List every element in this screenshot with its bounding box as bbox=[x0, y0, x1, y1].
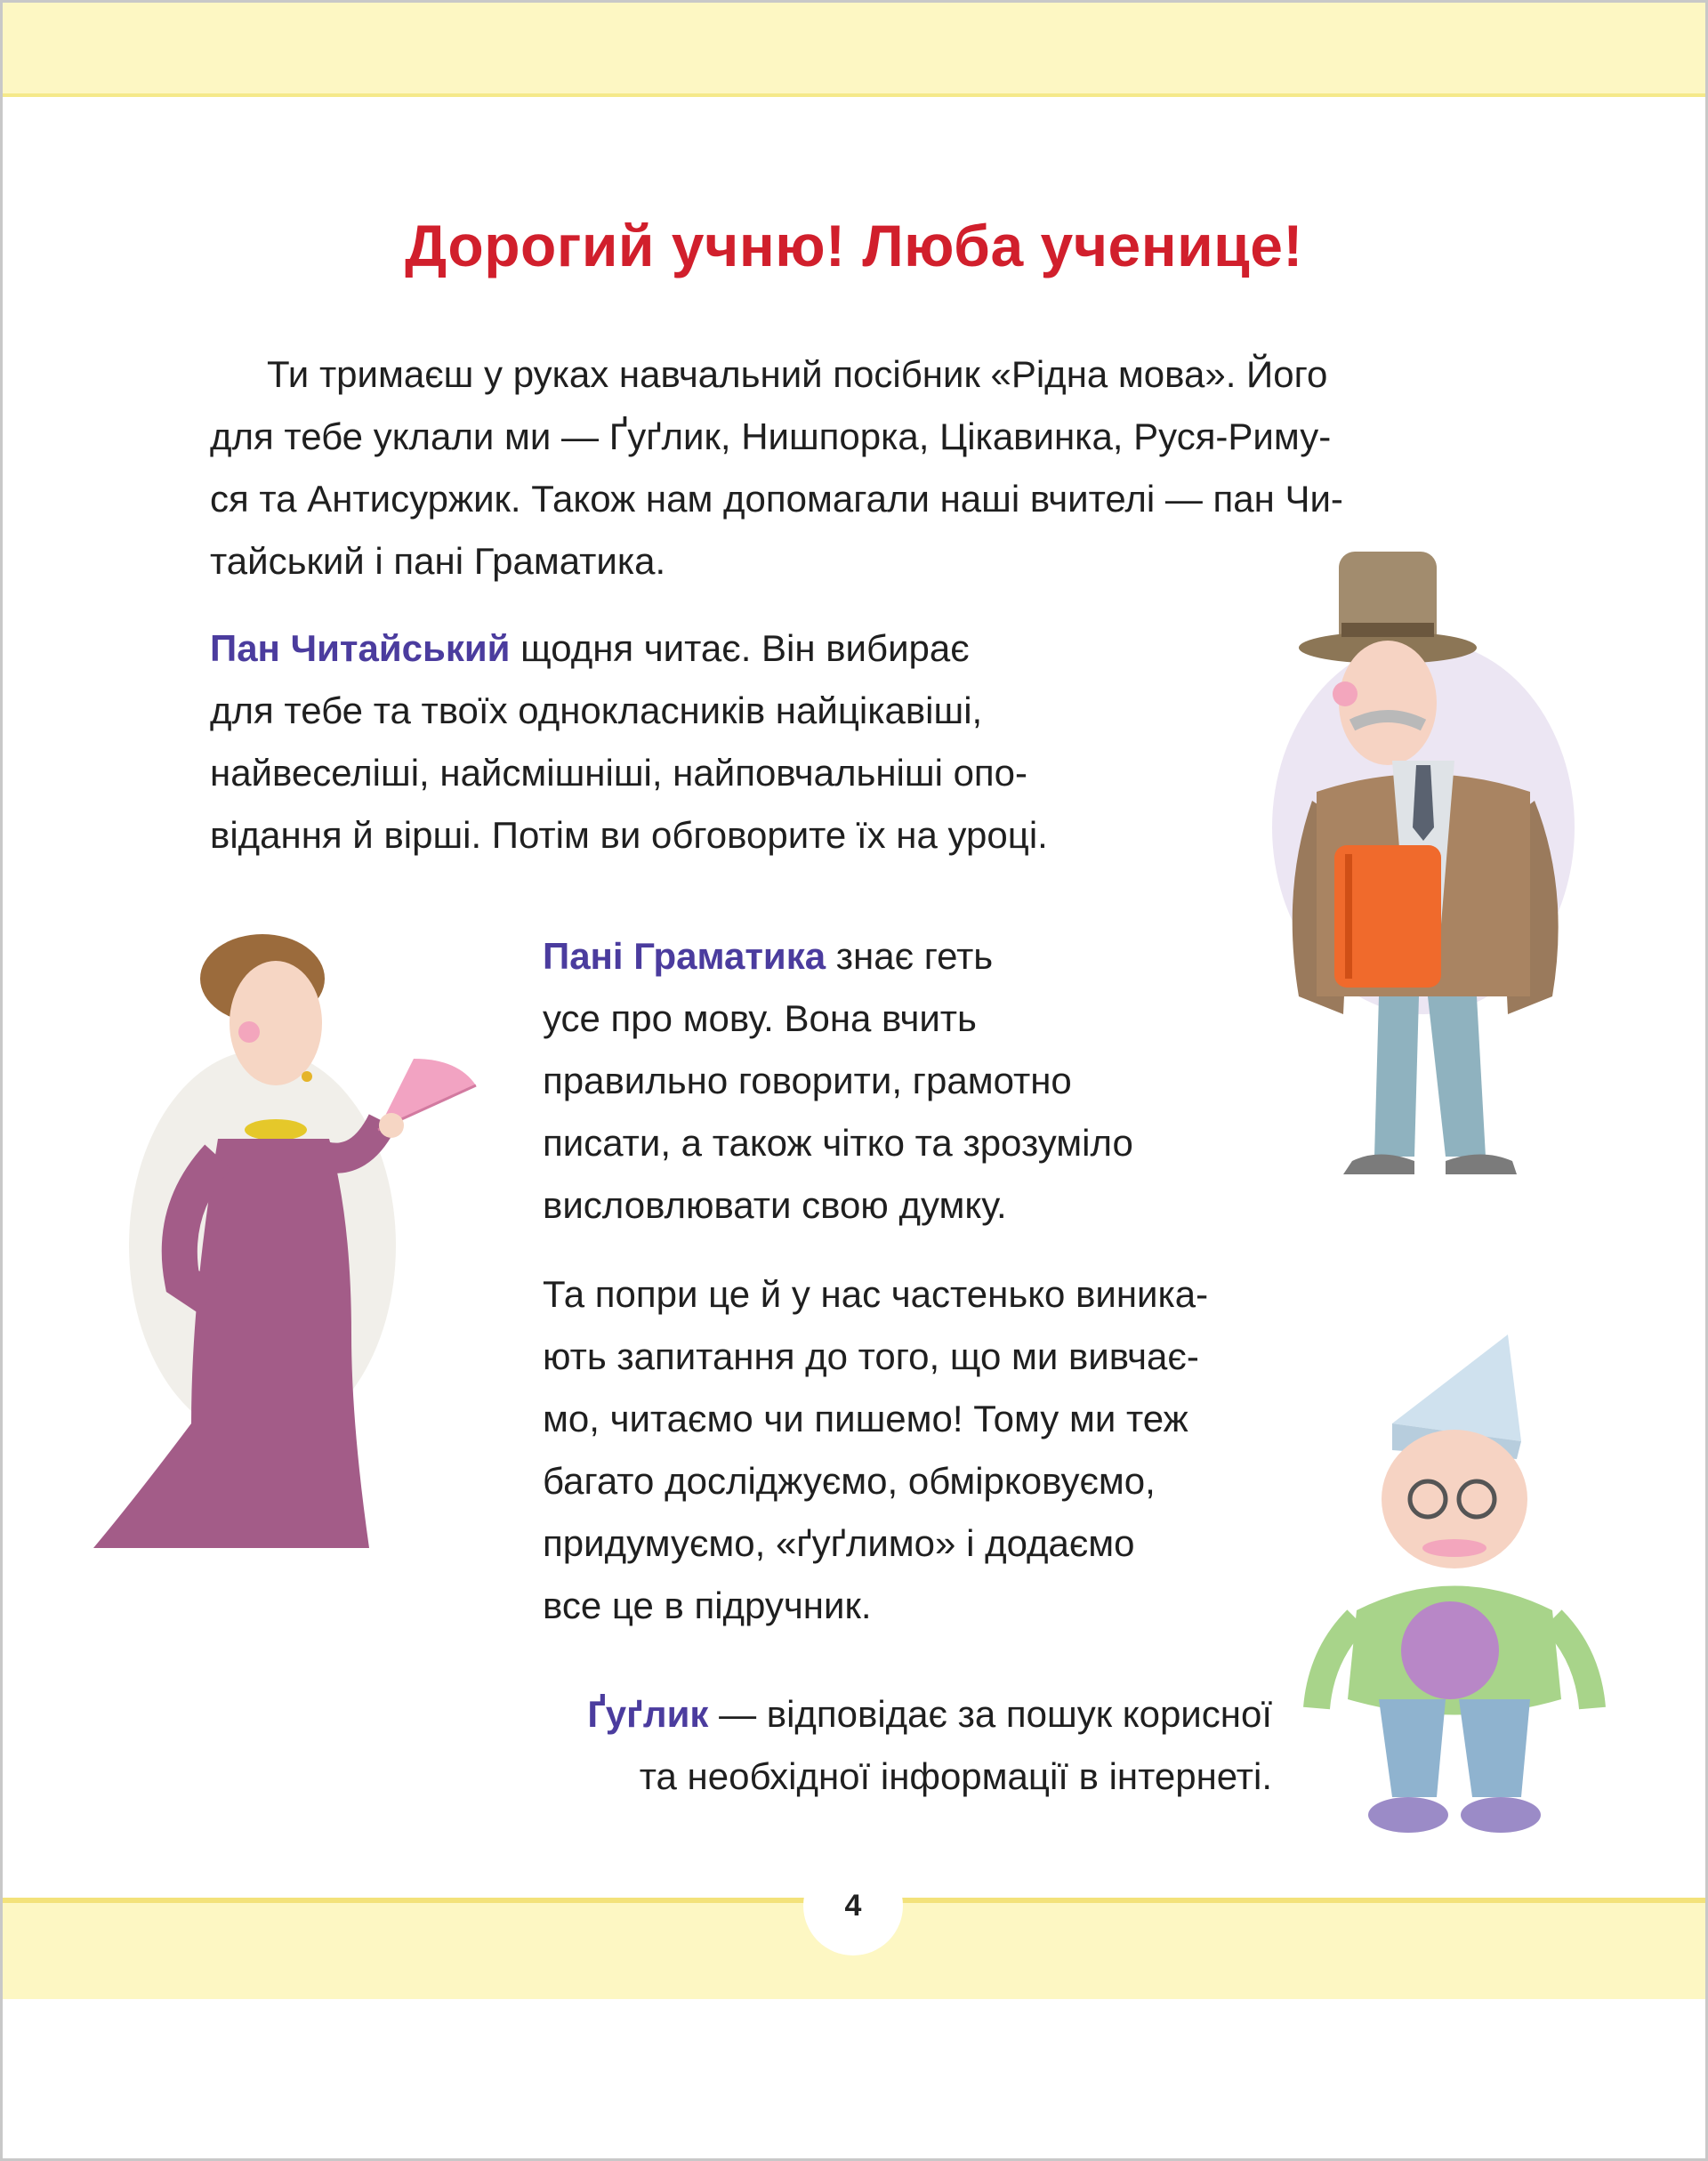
page-title: Дорогий учню! Люба ученице! bbox=[405, 213, 1303, 278]
boy-with-paper-hat-icon bbox=[1294, 1317, 1615, 1851]
intro-paragraph: Ти тримаєш у руках навчальний посібник «Рідна мова». Його для тебе уклали ми — Ґуґлик, Нишпорка, Цікавинка, Руся-Риму- ся та Антисуржик. Також нам допомагали наші вчителі — пан Чи- тайський і пані Граматика. bbox=[210, 353, 1343, 582]
page-number: 4 bbox=[803, 1856, 903, 1955]
hramatyka-paragraph: Пані Граматика знає геть усе про мову. Вона вчить правильно говорити, грамотно писати, а також чітко та зрозуміло висловлювати свою думку. bbox=[543, 935, 1133, 1226]
man-with-hat-icon bbox=[1245, 534, 1601, 1192]
guglyk-paragraph: Ґуґлик — відповідає за пошук корисної та необхідної інформації в інтернеті. bbox=[587, 1693, 1272, 1797]
character-name-chytaiskyi: Пан Читайський bbox=[210, 627, 511, 669]
character-name-hramatyka: Пані Граматика bbox=[543, 935, 826, 977]
chytaiskyi-paragraph: Пан Читайський щодня читає. Він вибирає для тебе та твоїх однокласників найцікавіші, найвеселіші, найсмішніші, найповчальніші опо- відання й вірші. Потім ви обговорите їх на уроці. bbox=[210, 627, 1048, 856]
woman-with-fan-icon bbox=[85, 925, 538, 1566]
top-header-band bbox=[3, 3, 1705, 97]
character-name-guglyk: Ґуґлик bbox=[587, 1693, 709, 1735]
questions-paragraph: Та попри це й у нас частенько виника- ють запитання до того, що ми вивчає- мо, читаємо чи пишемо! Тому ми теж багато досліджуємо, обмірковуємо, придумуємо, «ґуґлимо» і додаємо все це в підручник. bbox=[543, 1273, 1209, 1626]
